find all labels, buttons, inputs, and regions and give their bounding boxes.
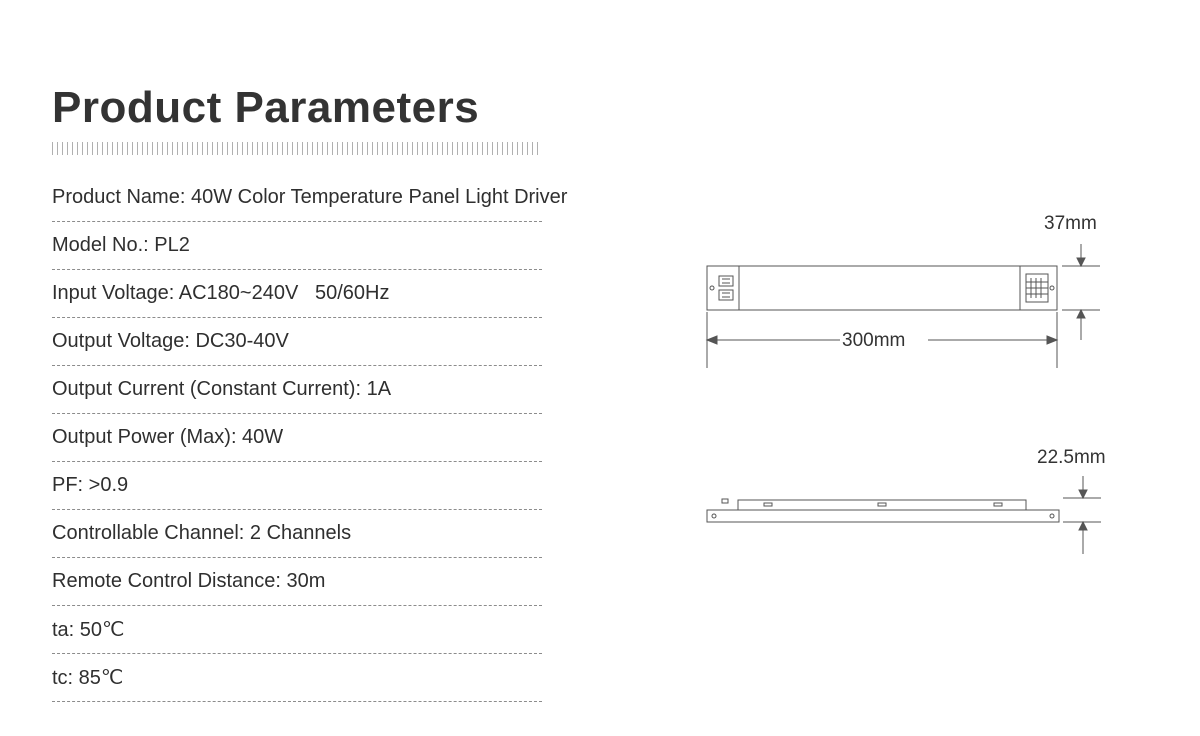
param-text: tc: 85℃ — [52, 667, 124, 689]
parameter-list — [52, 174, 568, 702]
param-text: Input Voltage: AC180~240V 50/60Hz — [52, 282, 390, 304]
param-text: Model No.: PL2 — [52, 234, 190, 256]
width-label: 37mm — [1044, 213, 1097, 234]
length-label: 300mm — [842, 330, 906, 351]
page-title: Product Parameters — [52, 83, 480, 132]
param-pf — [52, 462, 542, 510]
param-text: Output Power (Max): 40W — [52, 426, 284, 448]
param-model-no — [52, 222, 542, 270]
param-ta — [52, 606, 542, 654]
param-output-power — [52, 414, 542, 462]
param-text: Product Name: 40W Color Temperature Panel Light Driver — [52, 186, 568, 208]
height-label: 22.5mm — [1037, 447, 1106, 468]
param-text: ta: 50℃ — [52, 619, 125, 641]
param-tc — [52, 654, 542, 702]
param-output-voltage — [52, 318, 542, 366]
param-text: Controllable Channel: 2 Channels — [52, 522, 352, 544]
param-text: Output Voltage: DC30-40V — [52, 330, 289, 352]
param-output-current — [52, 366, 542, 414]
width-dimension — [1062, 244, 1100, 340]
height-dimension — [1063, 476, 1101, 554]
driver-top-view — [707, 266, 1057, 310]
driver-side-view — [707, 499, 1059, 522]
param-input-voltage — [52, 270, 542, 318]
param-text: Remote Control Distance: 30m — [52, 570, 326, 592]
param-remote-distance — [52, 558, 542, 606]
decorative-ruler — [52, 142, 542, 155]
dimension-drawing — [690, 200, 1150, 570]
param-product-name — [52, 174, 568, 222]
param-channels — [52, 510, 542, 558]
param-text: Output Current (Constant Current): 1A — [52, 378, 392, 400]
param-text: PF: >0.9 — [52, 474, 129, 496]
